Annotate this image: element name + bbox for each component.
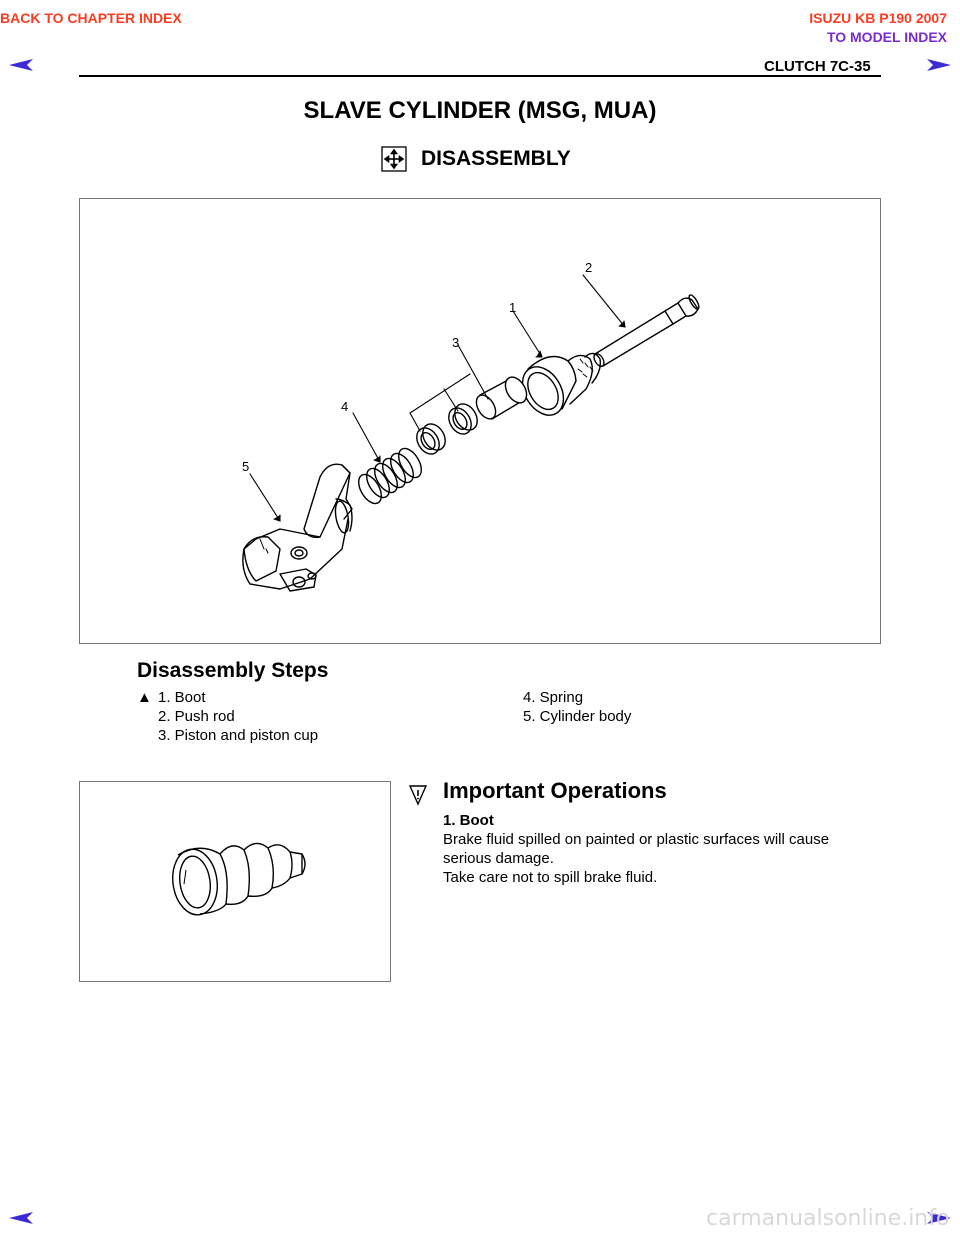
exploded-view-figure (79, 198, 881, 644)
leader-lines (250, 275, 625, 521)
page-title: SLAVE CYLINDER (MSG, MUA) (303, 97, 657, 124)
callout-1: 1 (509, 300, 517, 315)
boot-figure (79, 781, 391, 982)
important-text-line: Take care not to spill brake fluid. (443, 869, 658, 886)
footer-previous-arrow-icon[interactable] (8, 1211, 34, 1225)
header-rule (79, 75, 881, 77)
step-item: 2. Push rod (158, 708, 235, 725)
spring-part (354, 445, 426, 508)
step-item: 1. Boot (158, 689, 206, 706)
boot-diagram (80, 782, 390, 981)
footer-watermark: carmanualsonline.info (706, 1206, 950, 1231)
next-page-arrow-icon[interactable] (926, 58, 952, 72)
caution-icon (408, 784, 428, 806)
callout-3: 3 (452, 335, 460, 350)
steps-right-list (523, 688, 631, 726)
boot-part (514, 353, 600, 422)
previous-page-arrow-icon[interactable] (8, 58, 34, 72)
push-rod-part (592, 294, 701, 368)
steps-heading: Disassembly Steps (137, 659, 329, 682)
back-to-chapter-index-link[interactable]: BACK TO CHAPTER INDEX (0, 10, 182, 26)
page-reference: CLUTCH 7C-35 (764, 58, 871, 75)
callout-5: 5 (242, 459, 250, 474)
disassembly-icon (381, 146, 407, 172)
callout-2: 2 (585, 260, 593, 275)
callout-4: 4 (341, 399, 349, 414)
piston-part (412, 373, 531, 458)
cylinder-body-part (243, 464, 352, 591)
step-item: 4. Spring (523, 689, 584, 706)
slave-cylinder-exploded-diagram (80, 199, 880, 643)
important-item-title: 1. Boot (443, 812, 494, 829)
important-text-line: Brake fluid spilled on painted or plastic surfaces will cause (443, 831, 830, 848)
steps-marker: ▲ (137, 689, 152, 706)
important-item-text (443, 830, 829, 887)
step-item: 3. Piston and piston cup (158, 727, 319, 744)
model-title-link[interactable]: ISUZU KB P190 2007 (809, 10, 947, 26)
section-title: DISASSEMBLY (421, 147, 571, 170)
step-item: 5. Cylinder body (523, 708, 632, 725)
steps-left-list (158, 688, 318, 745)
to-model-index-link[interactable]: TO MODEL INDEX (826, 29, 947, 45)
important-text-line: serious damage. (443, 850, 554, 867)
important-operations-heading: Important Operations (443, 778, 667, 803)
